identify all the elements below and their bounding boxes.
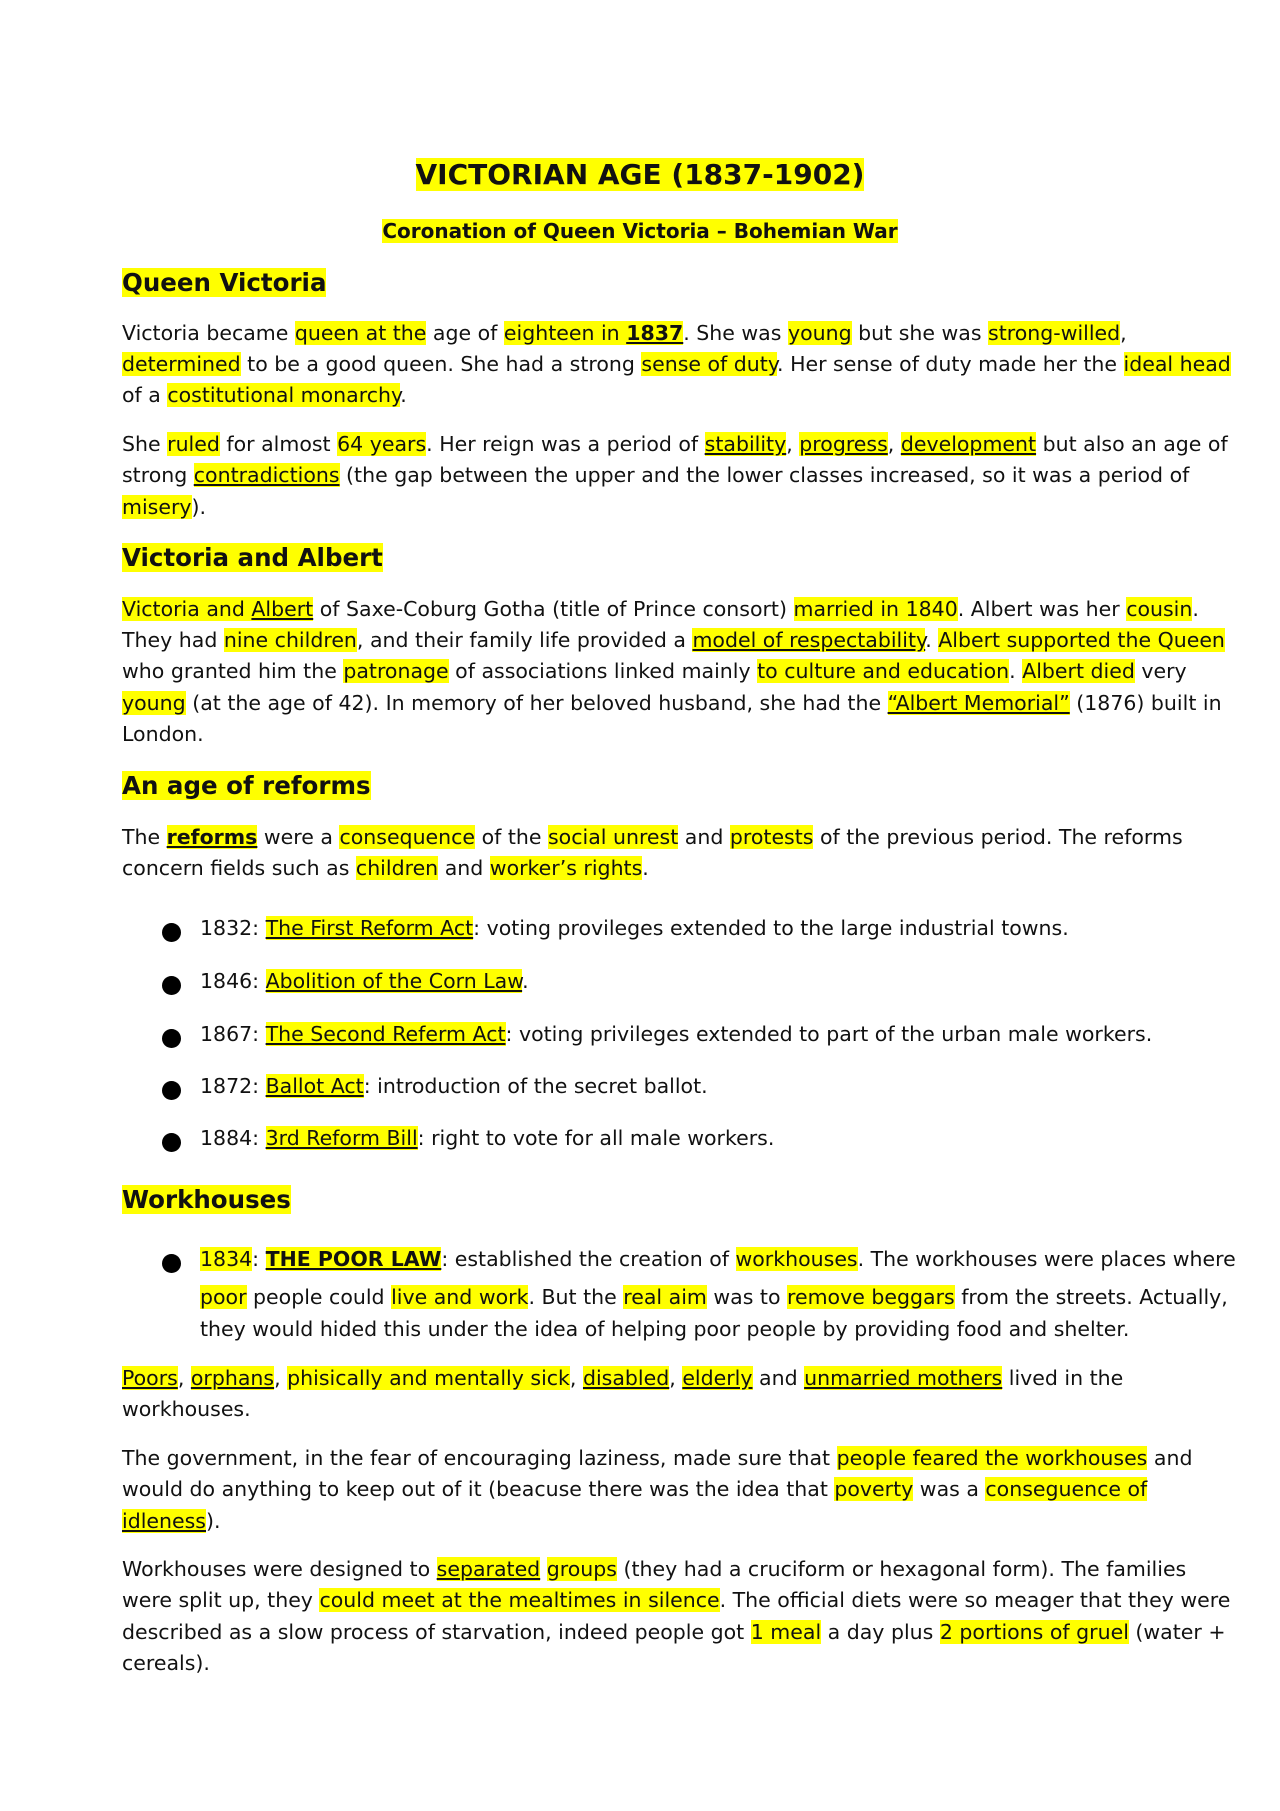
highlighted-text: real aim: [623, 1285, 707, 1309]
text-run: to be a good queen. She had a strong: [240, 352, 642, 376]
text-run: of associations linked mainly: [448, 659, 758, 683]
highlighted-text: “Albert Memorial”: [887, 691, 1070, 715]
text-run: ).: [191, 495, 207, 519]
text-run: cereals).: [122, 1651, 210, 1675]
highlighted-text: patronage: [343, 659, 449, 683]
highlighted-text: progress: [799, 432, 888, 456]
list-item-continuation: [200, 1316, 1129, 1342]
text-run: ).: [205, 1509, 221, 1533]
text-line: [122, 855, 649, 881]
text-run: a day plus: [821, 1620, 940, 1644]
highlighted-text: groups: [546, 1557, 617, 1581]
text-line: [122, 351, 1231, 377]
text-run: 1884:: [200, 1126, 266, 1150]
highlighted-text: phisically and mentally sick: [287, 1366, 570, 1390]
bullet-icon: [162, 1133, 181, 1152]
highlighted-text: separated: [436, 1557, 541, 1581]
text-line: [122, 1396, 251, 1422]
text-run: ,: [274, 1366, 288, 1390]
text-run: . The workhouses were places where: [857, 1247, 1236, 1271]
text-run: : established the creation of: [441, 1247, 736, 1271]
text-run: . Her reign was a period of: [426, 432, 705, 456]
list-item: [200, 1021, 1152, 1047]
text-run: very: [1134, 659, 1187, 683]
text-run: ,: [1120, 321, 1127, 345]
text-run: for almost: [219, 432, 338, 456]
highlighted-text: misery: [122, 495, 192, 519]
highlighted-text: model of respectability: [692, 628, 926, 652]
text-run: 1867:: [200, 1022, 266, 1046]
highlighted-text: children: [355, 856, 439, 880]
text-line: [122, 658, 1187, 684]
text-run: they would hided this under the idea of helping poor people by providing food and shelter.: [200, 1317, 1130, 1341]
text-line: [122, 1619, 1226, 1645]
text-run: 1846:: [200, 969, 266, 993]
text-run: , and their family life provided a: [356, 628, 693, 652]
highlighted-text: worker’s rights: [489, 856, 643, 880]
highlighted-text: The First Reform Act: [265, 916, 474, 940]
document-title: VICTORIAN AGE (1837-1902): [415, 158, 865, 191]
text-run: would do anything to keep out of it (beacuse there was the idea that: [122, 1477, 835, 1501]
text-line: [122, 824, 1183, 850]
text-run: : introduction of the secret ballot.: [363, 1074, 708, 1098]
text-run: concern fields such as: [122, 856, 356, 880]
highlighted-text: cousin: [1126, 597, 1193, 621]
text-run: [540, 1557, 547, 1581]
text-run: was a: [913, 1477, 986, 1501]
highlighted-text: conseguence of: [985, 1477, 1148, 1501]
text-run: of the previous period. The reforms: [813, 825, 1183, 849]
highlighted-text: THE POOR LAW: [265, 1247, 442, 1271]
highlighted-text: nine children: [223, 628, 357, 652]
text-run: : voting privileges extended to part of the urban male workers.: [505, 1022, 1153, 1046]
highlighted-text: Albert: [251, 597, 314, 621]
text-line: [122, 1587, 1230, 1613]
bullet-icon: [162, 1254, 181, 1273]
highlighted-text: young: [122, 691, 186, 715]
list-item: [200, 968, 529, 994]
text-run: and: [438, 856, 490, 880]
text-line: [122, 1365, 1123, 1391]
highlighted-text: consequence: [339, 825, 476, 849]
text-run: (they had a cruciform or hexagonal form). The families: [616, 1557, 1187, 1581]
bullet-icon: [162, 1029, 181, 1048]
text-line: [122, 1556, 1186, 1582]
document-subtitle: Coronation of Queen Victoria – Bohemian War: [382, 219, 898, 243]
text-run: Workhouses were designed to: [122, 1557, 437, 1581]
text-run: London.: [122, 722, 204, 746]
text-run: were split up, they: [122, 1588, 320, 1612]
text-run: and: [678, 825, 730, 849]
text-run: . She was: [683, 321, 788, 345]
highlighted-text: Victoria and: [122, 597, 252, 621]
text-line: [122, 627, 1225, 653]
highlighted-text: strong-willed: [988, 321, 1121, 345]
text-run: :: [252, 1247, 266, 1271]
text-line: [122, 431, 1228, 457]
text-run: (1876) built in: [1069, 691, 1222, 715]
highlighted-text: costitutional monarchy: [167, 383, 401, 407]
text-line: [122, 382, 407, 408]
highlighted-text: Albert supported the Queen: [938, 628, 1225, 652]
text-line: [122, 1445, 1192, 1471]
text-run: .: [1192, 597, 1199, 621]
highlighted-text: 2 portions of gruel: [939, 1620, 1129, 1644]
highlighted-text: young: [787, 321, 852, 345]
text-line: [122, 1476, 1147, 1502]
text-run: of Saxe-Coburg Gotha (title of Prince consort): [313, 597, 794, 621]
text-run: people could: [246, 1285, 392, 1309]
list-item: [200, 1125, 774, 1151]
highlighted-text: poor: [200, 1285, 247, 1309]
text-line: [122, 596, 1199, 622]
text-run: but also an age of: [1036, 432, 1228, 456]
highlighted-text: married in 1840: [793, 597, 958, 621]
text-run: Victoria became: [122, 321, 295, 345]
text-line: [122, 320, 1127, 346]
text-line: [122, 721, 204, 747]
text-run: ,: [887, 432, 901, 456]
text-line: [122, 494, 206, 520]
text-run: . Her sense of duty made her the: [777, 352, 1124, 376]
highlighted-text: 1837: [626, 321, 684, 345]
text-run: workhouses.: [122, 1397, 251, 1421]
section-heading-victoria-and-albert: Victoria and Albert: [122, 543, 383, 572]
text-run: ,: [786, 432, 800, 456]
bullet-icon: [162, 1081, 181, 1100]
section-heading-workhouses: Workhouses: [122, 1185, 291, 1214]
text-run: was to: [706, 1285, 787, 1309]
text-run: but she was: [851, 321, 989, 345]
highlighted-text: to culture and education: [757, 659, 1010, 683]
text-run: who granted him the: [122, 659, 344, 683]
text-run: strong: [122, 463, 194, 487]
text-run: from the streets. Actually,: [954, 1285, 1228, 1309]
text-run: . But the: [528, 1285, 624, 1309]
highlighted-text: Poors: [122, 1366, 178, 1390]
highlighted-text: development: [900, 432, 1037, 456]
text-line: [122, 690, 1222, 716]
highlighted-text: workhouses: [735, 1247, 858, 1271]
highlighted-text: 64 years: [337, 432, 427, 456]
text-run: She: [122, 432, 168, 456]
text-run: lived in the: [1002, 1366, 1124, 1390]
text-line: [122, 1650, 210, 1676]
list-item-continuation: [200, 1284, 1228, 1310]
text-run: : voting provileges extended to the large industrial towns.: [473, 916, 1069, 940]
text-run: The: [122, 825, 167, 849]
list-item: [200, 1246, 1236, 1272]
text-run: and: [1147, 1446, 1193, 1470]
highlighted-text: idleness: [122, 1509, 206, 1533]
highlighted-text: disabled: [582, 1366, 670, 1390]
text-run: ,: [569, 1366, 583, 1390]
highlighted-text: unmarried mothers: [804, 1366, 1003, 1390]
highlighted-text: poverty: [834, 1477, 914, 1501]
highlighted-text: orphans: [190, 1366, 275, 1390]
text-run: (at the age of 42). In memory of her beloved husband, she had the: [185, 691, 888, 715]
text-line: [122, 462, 1189, 488]
highlighted-text: remove beggars: [787, 1285, 955, 1309]
text-run: . The official diets were so meager that they were: [719, 1588, 1231, 1612]
text-run: .: [642, 856, 649, 880]
text-run: . Albert was her: [957, 597, 1127, 621]
highlighted-text: reforms: [166, 825, 258, 849]
section-heading-age-of-reforms: An age of reforms: [122, 771, 371, 800]
highlighted-text: 1 meal: [750, 1620, 822, 1644]
highlighted-text: determined: [122, 352, 241, 376]
text-run: ,: [669, 1366, 683, 1390]
text-run: ,: [177, 1366, 191, 1390]
text-run: of the: [475, 825, 548, 849]
highlighted-text: could meet at the mealtimes in silence: [319, 1588, 720, 1612]
highlighted-text: people feared the workhouses: [836, 1446, 1148, 1470]
text-run: were a: [257, 825, 340, 849]
highlighted-text: protests: [729, 825, 814, 849]
highlighted-text: stability: [704, 432, 787, 456]
list-item: [200, 1073, 708, 1099]
highlighted-text: elderly: [682, 1366, 753, 1390]
bullet-icon: [162, 976, 181, 995]
highlighted-text: 1834: [200, 1247, 253, 1271]
text-run: .: [1009, 659, 1023, 683]
highlighted-text: The Second Referm Act: [265, 1022, 506, 1046]
text-run: (the gap between the upper and the lower classes increased, so it was a period of: [339, 463, 1190, 487]
text-run: and: [752, 1366, 805, 1390]
text-run: .: [400, 383, 407, 407]
highlighted-text: Ballot Act: [265, 1074, 364, 1098]
highlighted-text: Abolition of the Corn Law: [265, 969, 523, 993]
text-run: 1832:: [200, 916, 266, 940]
highlighted-text: Albert died: [1022, 659, 1135, 683]
highlighted-text: ideal head: [1123, 352, 1231, 376]
list-item: [200, 915, 1069, 941]
text-run: described as a slow process of starvation, indeed people got: [122, 1620, 751, 1644]
highlighted-text: contradictions: [193, 463, 340, 487]
text-run: 1872:: [200, 1074, 266, 1098]
text-run: (water +: [1128, 1620, 1226, 1644]
text-run: .: [522, 969, 529, 993]
highlighted-text: 3rd Reform Bill: [265, 1126, 418, 1150]
text-run: age of: [426, 321, 504, 345]
highlighted-text: social unrest: [548, 825, 679, 849]
highlighted-text: sense of duty: [641, 352, 778, 376]
text-run: : right to vote for all male workers.: [417, 1126, 775, 1150]
highlighted-text: queen at the: [294, 321, 427, 345]
section-heading-queen-victoria: Queen Victoria: [122, 268, 327, 297]
text-run: of a: [122, 383, 168, 407]
text-run: .: [925, 628, 939, 652]
highlighted-text: live and work: [391, 1285, 529, 1309]
highlighted-text: ruled: [167, 432, 220, 456]
text-run: They had: [122, 628, 224, 652]
bullet-icon: [162, 923, 181, 942]
text-run: The government, in the fear of encouraging laziness, made sure that: [122, 1446, 837, 1470]
text-line: [122, 1508, 221, 1534]
highlighted-text: eighteen in: [503, 321, 627, 345]
